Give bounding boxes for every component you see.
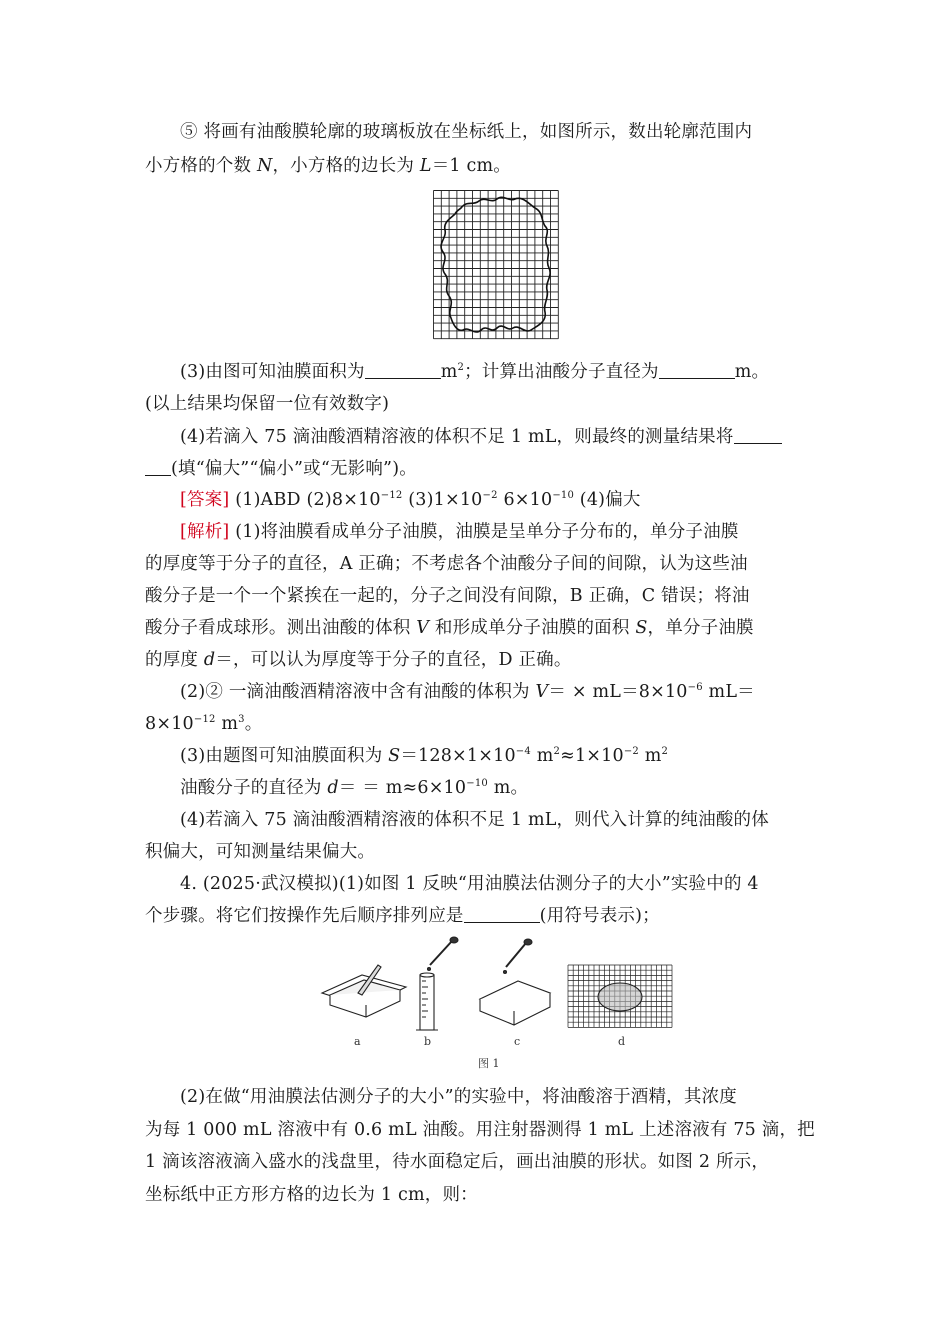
fig-label-c: c bbox=[514, 1035, 521, 1048]
fig-label-a: a bbox=[354, 1035, 361, 1048]
q3-line1: (3)由图可知油膜面积为 $m^2$；计算出油酸分子直径为 m。 bbox=[180, 362, 770, 382]
q4-2-line2: 为每 1 000 mL 溶液中有 0.6 mL 油酸。用注射器测得 1 mL 上述溶液有 75 滴，把 bbox=[145, 1120, 815, 1140]
answer-blank-result[interactable] bbox=[734, 425, 782, 444]
answer-blank-diameter[interactable] bbox=[659, 360, 735, 379]
analysis-line3: 酸分子是一个一个紧挨在一起的，分子之间没有间隙，B 正确，C 错误；将油 bbox=[145, 586, 750, 606]
fig-label-b: b bbox=[424, 1035, 432, 1048]
question4-line2: 个步骤。将它们按操作先后顺序排列应是 (用符号表示)； bbox=[145, 906, 660, 926]
answer-blank-result-cont bbox=[145, 457, 171, 476]
question4-line1: 4. (2025·武汉模拟)(1)如图 1 反映“用油膜法估测分子的大小”实验中的 4 bbox=[180, 874, 759, 894]
oil-film-grid-figure bbox=[433, 190, 559, 343]
analysis-line1: [解析] (1)将油膜看成单分子油膜，油膜是呈单分子分布的，单分子油膜 bbox=[180, 522, 739, 542]
step5-line2: 小方格的个数 N，小方格的边长为 L＝1 cm。 bbox=[145, 156, 511, 176]
step-a-tray bbox=[322, 965, 406, 1017]
q4-line1: (4)若滴入 75 滴油酸酒精溶液的体积不足 1 mL，则最终的测量结果将 bbox=[145, 421, 805, 453]
step-d-film bbox=[598, 983, 642, 1011]
analysis-line4: 酸分子看成球形。测出油酸的体积 V 和形成单分子油膜的面积 S，单分子油膜 bbox=[145, 618, 754, 638]
analysis-p2-line1: (2)② 一滴油酸酒精溶液中含有油酸的体积为 $V= \times mL=8\times 10^{-6}$ mL＝ bbox=[180, 682, 755, 702]
answer-line: [答案] (1)ABD $(2)8\times 10^{-12}$ $(3)1\times 10^{-2}$ $6\times 10^{-10}$ (4)偏大 bbox=[180, 490, 641, 510]
q3-line2: (以上结果均保留一位有效数字) bbox=[145, 394, 390, 414]
q4-2-line1: (2)在做“用油膜法估测分子的大小”的实验中，将油酸溶于酒精，其浓度 bbox=[180, 1087, 737, 1107]
analysis-p4-line1: (4)若滴入 75 滴油酸酒精溶液的体积不足 1 mL，则代入计算的纯油酸的体 bbox=[180, 810, 769, 830]
analysis-p3-line2: 油酸分子的直径为 $d= = m\approx 6\times 10^{-10}$ m。 bbox=[180, 778, 529, 798]
answer-blank-order[interactable] bbox=[464, 904, 540, 923]
analysis-p2-line2: $8\times 10^{-12}$ $m^3$。 bbox=[145, 714, 263, 734]
analysis-tag: [解析] bbox=[180, 522, 230, 542]
q4-2-line4: 坐标纸中正方形方格的边长为 1 cm，则： bbox=[145, 1185, 478, 1205]
step5-line1: ⑤ 将画有油酸膜轮廓的玻璃板放在坐标纸上，如图所示，数出轮廓范围内 bbox=[180, 122, 753, 142]
step-c-tray bbox=[480, 939, 550, 1025]
analysis-line2: 的厚度等于分子的直径，A 正确；不考虑各个油酸分子间的间隙，认为这些油 bbox=[145, 554, 748, 574]
fig-caption: 图 1 bbox=[478, 1057, 500, 1070]
step-b-cylinder bbox=[416, 937, 458, 1030]
analysis-p3-line1: (3)由题图可知油膜面积为 $S=128\times 1\times 10^{-4}$ $m^2\approx 1\times 10^{-2}$ $m^2$ bbox=[180, 746, 669, 766]
experiment-steps-figure bbox=[318, 935, 678, 1075]
answer-tag: [答案] bbox=[180, 490, 230, 510]
analysis-line5: 的厚度 d＝，可以认为厚度等于分子的直径，D 正确。 bbox=[145, 650, 572, 670]
q4-line2: (填“偏大”“偏小”或“无影响”)。 bbox=[145, 453, 805, 485]
q4-2-line3: 1 滴该溶液滴入盛水的浅盘里，待水面稳定后，画出油膜的形状。如图 2 所示， bbox=[145, 1152, 770, 1172]
analysis-p4-line2: 积偏大，可知测量结果偏大。 bbox=[145, 842, 376, 862]
answer-blank-area[interactable] bbox=[365, 360, 441, 379]
fig-label-d: d bbox=[618, 1035, 626, 1048]
